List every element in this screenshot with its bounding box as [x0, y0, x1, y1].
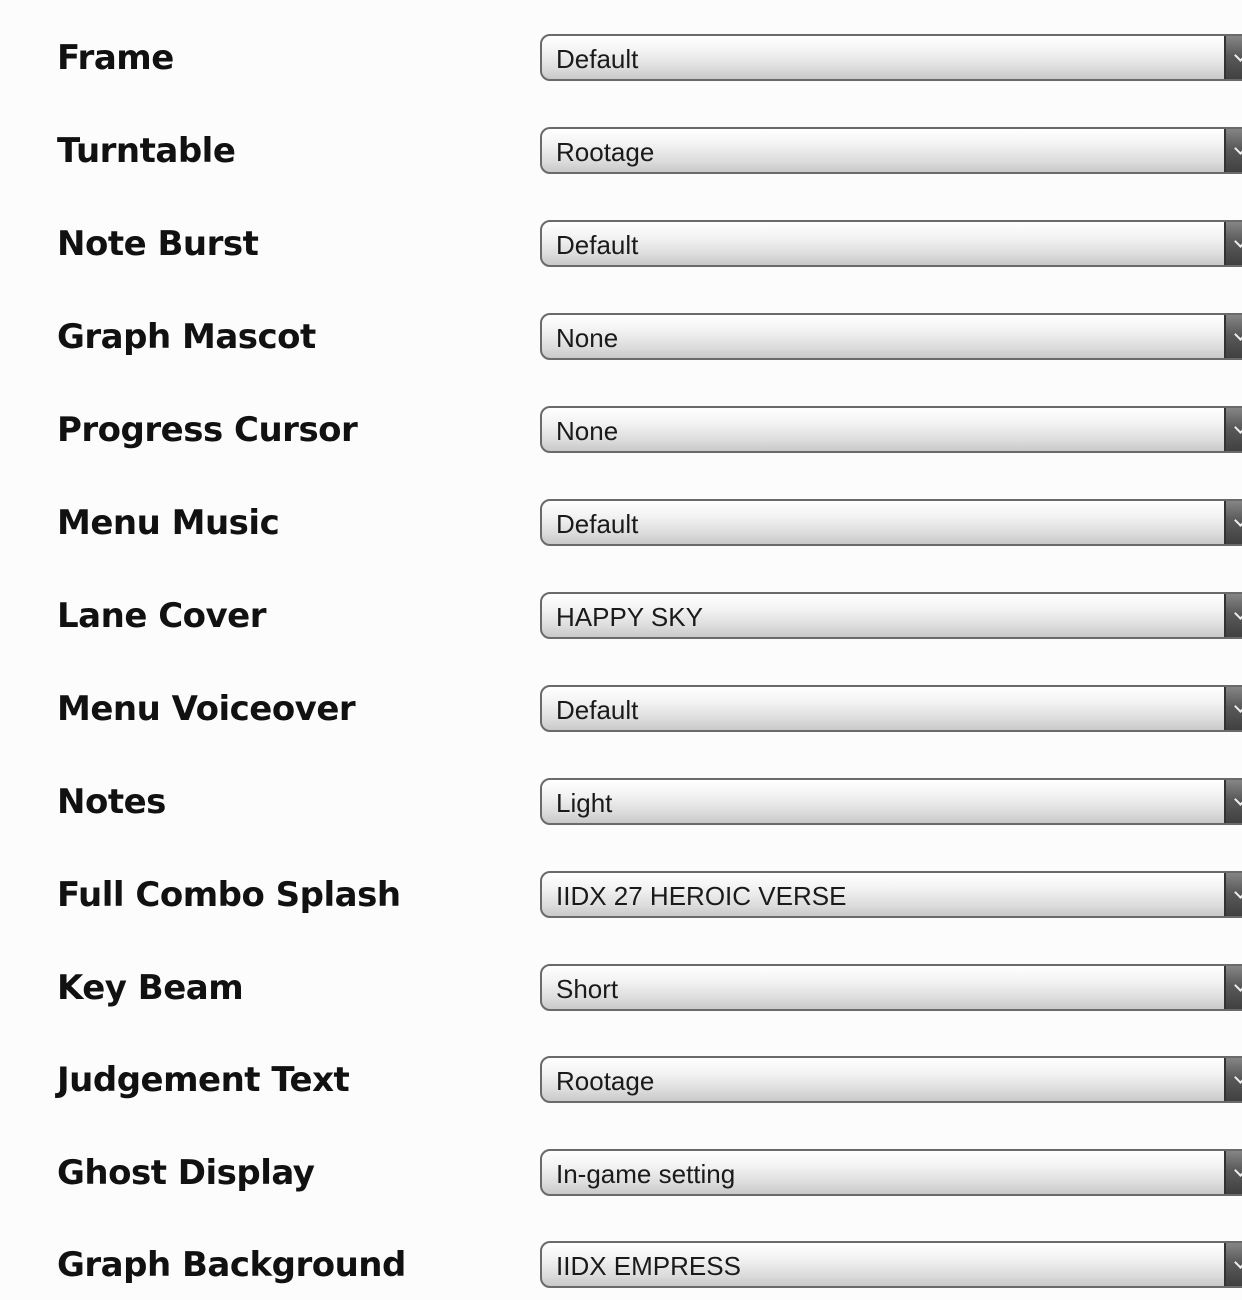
turntable-select-value: Rootage — [556, 137, 655, 167]
full-combo-splash-select[interactable] — [540, 871, 1242, 918]
chevron-down-icon[interactable] — [1224, 1149, 1242, 1196]
key-beam-select-value: Short — [556, 974, 619, 1004]
frame-select-value: Default — [556, 44, 639, 74]
turntable-select[interactable] — [540, 127, 1242, 174]
chevron-down-icon[interactable] — [1224, 871, 1242, 918]
setting-label-ghost-display: Ghost Display — [57, 1153, 315, 1193]
chevron-down-icon[interactable] — [1224, 1241, 1242, 1288]
setting-row-frame — [0, 33, 1242, 93]
setting-row-progress-cursor — [0, 405, 1242, 465]
notes-select[interactable] — [540, 778, 1242, 825]
full-combo-splash-select-value: IIDX 27 HEROIC VERSE — [556, 881, 847, 911]
setting-label-frame: Frame — [57, 38, 174, 78]
menu-voiceover-select-value: Default — [556, 695, 639, 725]
setting-label-key-beam: Key Beam — [57, 968, 244, 1008]
setting-label-graph-mascot: Graph Mascot — [57, 317, 316, 357]
judgement-text-select[interactable] — [540, 1056, 1242, 1103]
setting-label-judgement-text: Judgement Text — [57, 1060, 350, 1100]
note-burst-select[interactable] — [540, 220, 1242, 267]
progress-cursor-select[interactable] — [540, 406, 1242, 453]
chevron-down-icon[interactable] — [1224, 778, 1242, 825]
graph-mascot-select-value: None — [556, 323, 619, 353]
notes-select-value: Light — [556, 788, 613, 818]
ghost-display-select-value: In-game setting — [556, 1159, 736, 1189]
setting-row-menu-music — [0, 498, 1242, 558]
setting-row-full-combo-splash — [0, 870, 1242, 930]
chevron-down-icon[interactable] — [1224, 313, 1242, 360]
setting-row-ghost-display — [0, 1148, 1242, 1208]
setting-label-notes: Notes — [57, 782, 166, 822]
chevron-down-icon[interactable] — [1224, 34, 1242, 81]
setting-label-full-combo-splash: Full Combo Splash — [57, 875, 401, 915]
setting-row-notes — [0, 777, 1242, 837]
setting-row-turntable — [0, 126, 1242, 186]
setting-row-judgement-text — [0, 1055, 1242, 1115]
lane-cover-select[interactable] — [540, 592, 1242, 639]
lane-cover-select-value: HAPPY SKY — [556, 602, 703, 632]
graph-background-select-value: IIDX EMPRESS — [556, 1251, 741, 1281]
key-beam-select[interactable] — [540, 964, 1242, 1011]
setting-label-note-burst: Note Burst — [57, 224, 259, 264]
note-burst-select-value: Default — [556, 230, 639, 260]
setting-label-lane-cover: Lane Cover — [57, 596, 267, 636]
chevron-down-icon[interactable] — [1224, 964, 1242, 1011]
judgement-text-select-value: Rootage — [556, 1066, 655, 1096]
graph-mascot-select[interactable] — [540, 313, 1242, 360]
setting-row-lane-cover — [0, 591, 1242, 651]
setting-row-graph-background — [0, 1240, 1242, 1300]
chevron-down-icon[interactable] — [1224, 1056, 1242, 1103]
chevron-down-icon[interactable] — [1224, 127, 1242, 174]
setting-label-graph-background: Graph Background — [57, 1245, 406, 1285]
setting-row-menu-voiceover — [0, 684, 1242, 744]
chevron-down-icon[interactable] — [1224, 685, 1242, 732]
setting-row-graph-mascot — [0, 312, 1242, 372]
chevron-down-icon[interactable] — [1224, 220, 1242, 267]
setting-row-note-burst — [0, 219, 1242, 279]
ghost-display-select[interactable] — [540, 1149, 1242, 1196]
menu-voiceover-select[interactable] — [540, 685, 1242, 732]
setting-label-progress-cursor: Progress Cursor — [57, 410, 358, 450]
setting-label-menu-voiceover: Menu Voiceover — [57, 689, 356, 729]
setting-label-turntable: Turntable — [57, 131, 236, 171]
frame-select[interactable] — [540, 34, 1242, 81]
menu-music-select[interactable] — [540, 499, 1242, 546]
chevron-down-icon[interactable] — [1224, 499, 1242, 546]
setting-row-key-beam — [0, 963, 1242, 1023]
menu-music-select-value: Default — [556, 509, 639, 539]
chevron-down-icon[interactable] — [1224, 592, 1242, 639]
chevron-down-icon[interactable] — [1224, 406, 1242, 453]
progress-cursor-select-value: None — [556, 416, 619, 446]
graph-background-select[interactable] — [540, 1241, 1242, 1288]
setting-label-menu-music: Menu Music — [57, 503, 280, 543]
